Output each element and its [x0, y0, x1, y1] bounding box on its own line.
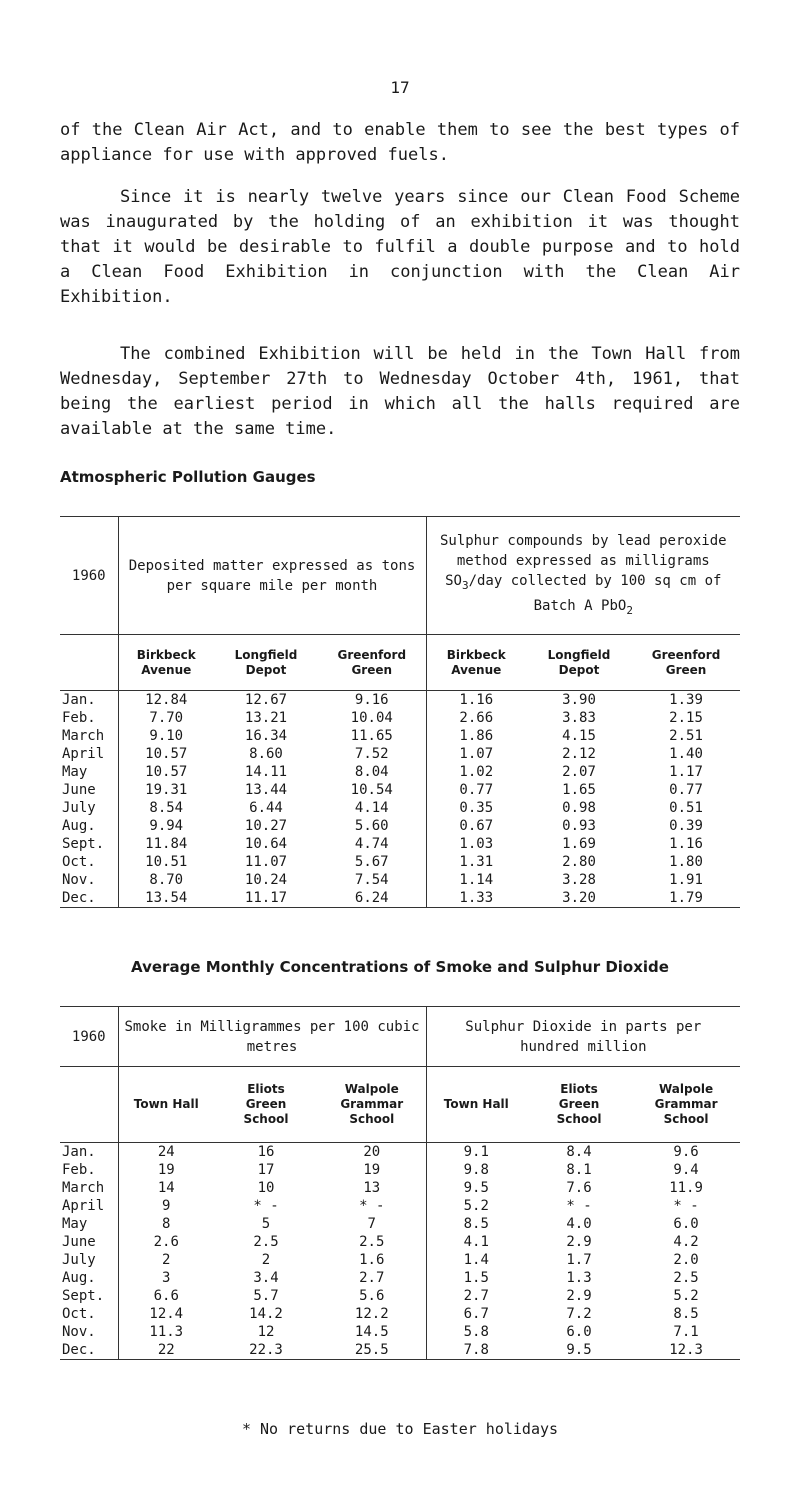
table-cell: 1.7: [566, 1252, 592, 1268]
table-cell: 1.5: [463, 1270, 489, 1286]
table-cell: 7.2: [566, 1306, 592, 1322]
table-cell: 7.8: [426, 1341, 526, 1360]
table-cell: 7: [318, 1215, 426, 1233]
table-cell: 8.5: [463, 1216, 489, 1232]
row-label: March: [60, 1179, 118, 1197]
table1-heading: Atmospheric Pollution Gauges: [60, 468, 316, 486]
table-row: [60, 1179, 740, 1197]
table-cell: 13.54: [118, 889, 214, 908]
table-cell: 4.14: [318, 799, 426, 817]
table-cell: 3: [162, 1270, 171, 1286]
table-cell: 8.5: [673, 1306, 699, 1322]
table-cell: 10.04: [318, 709, 426, 727]
table-cell: 6.7: [463, 1306, 489, 1322]
table-cell: 2.5: [253, 1234, 279, 1250]
table-cell: 16: [257, 1144, 275, 1160]
table-cell: 5: [261, 1216, 271, 1232]
table-cell: 1.14: [459, 872, 494, 888]
table-row: [60, 763, 740, 781]
table-cell: 1.02: [459, 764, 494, 780]
table-cell: 1.3: [566, 1270, 592, 1286]
table-cell: 2: [162, 1252, 171, 1268]
table-cell: 7.70: [149, 710, 184, 726]
table-cell: 9: [162, 1198, 171, 1214]
table-cell: 2.51: [669, 728, 703, 744]
table-cell: 5.60: [318, 817, 426, 835]
table-cell: 22.3: [214, 1341, 318, 1360]
table-row: [60, 1323, 740, 1341]
table-cell: 7.1: [673, 1324, 699, 1340]
table-cell: 10.57: [145, 746, 188, 762]
paragraph-2: Since it is nearly twelve years since our Clean Food Scheme was inaugurated by the holding of an exhibition it was thought that it would be desirable to fulfil a double purpose and to hold a Clean Food Exhibition in conjunction with the Clean Air Exhibition.: [60, 187, 740, 307]
table-cell: 2.80: [562, 854, 596, 870]
table-cell: 1.79: [632, 889, 740, 908]
table-row: [60, 889, 740, 908]
row-label: April: [60, 1197, 118, 1215]
row-label: Oct.: [60, 1305, 118, 1323]
table-cell: 1.91: [669, 872, 703, 888]
table2-group-smoke: Smoke in Milligrammes per 100 cubic metres: [118, 1007, 426, 1067]
table2-group-sulphur-dioxide: Sulphur Dioxide in parts per hundred million: [426, 1007, 740, 1067]
table-cell: 9.16: [318, 691, 426, 710]
table2-column-header: Walpole Grammar School: [632, 1067, 740, 1143]
table-cell: 1.40: [669, 746, 703, 762]
table-cell: 5.2: [463, 1198, 489, 1214]
table-cell: 19: [157, 1162, 175, 1178]
row-label: July: [60, 799, 118, 817]
table-cell: * -: [318, 1197, 426, 1215]
table-cell: 2.66: [459, 710, 494, 726]
table-cell: 2.5: [673, 1270, 699, 1286]
table-cell: 0.67: [459, 818, 494, 834]
table2-footnote: * No returns due to Easter holidays: [241, 1420, 559, 1438]
paragraph-1: of the Clean Air Act, and to enable them to see the best types of appliance for use with approved fuels.: [60, 120, 740, 165]
table-cell: 8.1: [566, 1162, 592, 1178]
table-cell: 10.27: [244, 818, 288, 834]
table-cell: 13.21: [244, 710, 288, 726]
table-cell: 6.6: [153, 1288, 179, 1304]
table-cell: 0.51: [669, 800, 703, 816]
table-cell: 1.03: [459, 836, 494, 852]
row-label: Sept.: [60, 835, 118, 853]
table-cell: 4.0: [566, 1216, 592, 1232]
table-cell: 4.1: [463, 1234, 489, 1250]
table-cell: * -: [253, 1198, 279, 1214]
table-cell: 3.83: [562, 710, 596, 726]
table1-body: [60, 691, 740, 908]
table1-column-headers: [60, 635, 740, 691]
table-cell: 0.35: [459, 800, 494, 816]
table-row: [60, 1305, 740, 1323]
table-cell: 25.5: [318, 1341, 426, 1360]
table-cell: 8: [162, 1216, 171, 1232]
row-label: March: [60, 727, 118, 745]
table-cell: 1.07: [459, 746, 494, 762]
table1-year: 1960: [60, 517, 118, 635]
table-cell: 3.28: [562, 872, 596, 888]
table-cell: 13.44: [244, 782, 288, 798]
table-cell: 1.33: [426, 889, 526, 908]
table-row: [60, 1251, 740, 1269]
row-label: Nov.: [60, 871, 118, 889]
row-label: May: [60, 1215, 118, 1233]
table-cell: 19.31: [145, 782, 188, 798]
table1-group-sulphur: Sulphur compounds by lead peroxide method expressed as milligrams $SO_3$/day collected by 100 sq cm of Batch A PbO$_2$: [426, 517, 740, 635]
table-row: [60, 1197, 740, 1215]
table-cell: 1.69: [562, 836, 596, 852]
table-cell: 19: [318, 1161, 426, 1179]
table1-column-header: Birkbeck Avenue: [118, 635, 214, 691]
table-cell: 10: [257, 1180, 275, 1196]
table-cell: 14.2: [249, 1306, 283, 1322]
table-cell: 3.90: [562, 692, 596, 708]
table-cell: 1.39: [669, 692, 703, 708]
table-row: [60, 1287, 740, 1305]
table-cell: 2.6: [153, 1234, 179, 1250]
table-row: [60, 709, 740, 727]
table2-body: [60, 1143, 740, 1360]
table-cell: 9.4: [673, 1162, 699, 1178]
table-cell: 9.5: [526, 1341, 632, 1360]
row-label: June: [60, 1233, 118, 1251]
row-label: Dec.: [60, 889, 118, 908]
table-row: [60, 781, 740, 799]
table-cell: 6.0: [566, 1324, 592, 1340]
table-cell: 10.57: [145, 764, 188, 780]
row-label: Feb.: [60, 709, 118, 727]
table-cell: 0.39: [669, 818, 703, 834]
row-label: Aug.: [60, 817, 118, 835]
table-cell: 3.20: [526, 889, 632, 908]
table-cell: 1.86: [459, 728, 494, 744]
table-cell: 1.31: [459, 854, 494, 870]
table-cell: 2: [261, 1252, 271, 1268]
row-label: Jan.: [60, 1143, 118, 1162]
table-cell: 8.4: [566, 1144, 592, 1160]
table-row: [60, 817, 740, 835]
table-row: [60, 1161, 740, 1179]
table-cell: 20: [318, 1143, 426, 1162]
paragraph-3: The combined Exhibition will be held in the Town Hall from Wednesday, September 27th to Wednesday October 4th, 1961, that being the earliest period in which all the halls required are available at the same time.: [60, 344, 740, 439]
table-cell: 5.6: [318, 1287, 426, 1305]
table-row: [60, 1233, 740, 1251]
table-cell: 8.70: [149, 872, 184, 888]
table-cell: 14.11: [244, 764, 288, 780]
table-row: [60, 691, 740, 710]
table-row: [60, 745, 740, 763]
table-cell: 24: [157, 1144, 175, 1160]
table-cell: 8.04: [318, 763, 426, 781]
table-cell: 5.2: [673, 1288, 699, 1304]
table-cell: 12.4: [149, 1306, 184, 1322]
table-cell: 1.65: [562, 782, 596, 798]
table-row: [60, 799, 740, 817]
table-cell: 7.54: [318, 871, 426, 889]
table-cell: * -: [566, 1198, 592, 1214]
table-cell: 1.17: [669, 764, 703, 780]
table2-year: 1960: [60, 1007, 118, 1067]
table-cell: 2.9: [566, 1234, 592, 1250]
table2-column-header: Eliots Green School: [214, 1067, 318, 1143]
table-cell: 1.80: [669, 854, 703, 870]
table-cell: 2.0: [673, 1252, 699, 1268]
table1-column-header: Greenford Green: [318, 635, 426, 691]
table-cell: 14.5: [318, 1323, 426, 1341]
table-cell: 17: [257, 1162, 275, 1178]
table-cell: 0.77: [669, 782, 703, 798]
table1-group-deposited: Deposited matter expressed as tons per square mile per month: [118, 517, 426, 635]
table-cell: 4.2: [673, 1234, 699, 1250]
table-cell: 12.67: [244, 692, 288, 708]
table-cell: 6.44: [249, 800, 283, 816]
table-cell: 2.7: [463, 1288, 489, 1304]
table-cell: 4.74: [318, 835, 426, 853]
table-cell: 5.67: [318, 853, 426, 871]
table-cell: 10.54: [318, 781, 426, 799]
table-row: [60, 1215, 740, 1233]
table-cell: 2.12: [562, 746, 596, 762]
smoke-sulphur-table: [60, 1006, 740, 1360]
table-cell: 8.54: [149, 800, 184, 816]
table-row: [60, 1269, 740, 1287]
table-cell: 22: [118, 1341, 214, 1360]
row-label: Jan.: [60, 691, 118, 710]
row-label: Feb.: [60, 1161, 118, 1179]
table-cell: 2.7: [318, 1269, 426, 1287]
table-cell: 10.24: [244, 872, 288, 888]
table2-column-header: Town Hall: [426, 1067, 526, 1143]
table-cell: 9.1: [463, 1144, 489, 1160]
table-row: [60, 835, 740, 853]
table-cell: 12: [257, 1324, 275, 1340]
row-label: May: [60, 763, 118, 781]
table-cell: 9.5: [463, 1180, 489, 1196]
table-cell: 9.10: [149, 728, 184, 744]
table1-column-header: Greenford Green: [632, 635, 740, 691]
table-cell: 0.98: [562, 800, 596, 816]
pollution-gauges-table: [60, 516, 740, 908]
table-cell: 11.9: [669, 1180, 703, 1196]
table-row: [60, 727, 740, 745]
table-cell: 8.60: [249, 746, 283, 762]
table-cell: 11.65: [318, 727, 426, 745]
table-cell: 2.5: [318, 1233, 426, 1251]
table-cell: 0.77: [459, 782, 494, 798]
table-cell: 2.15: [669, 710, 703, 726]
table-cell: 12.2: [318, 1305, 426, 1323]
table-row: [60, 1143, 740, 1162]
table-cell: 10.64: [244, 836, 288, 852]
table-cell: 11.07: [244, 854, 288, 870]
table-row: [60, 871, 740, 889]
table-cell: 11.3: [149, 1324, 184, 1340]
table2-heading: Average Monthly Concentrations of Smoke and Sulphur Dioxide: [131, 958, 669, 976]
table-cell: 9.6: [673, 1144, 699, 1160]
table-cell: 1.6: [318, 1251, 426, 1269]
table-row: [60, 853, 740, 871]
row-label: Oct.: [60, 853, 118, 871]
table-cell: 1.4: [463, 1252, 489, 1268]
table2-column-header: Town Hall: [118, 1067, 214, 1143]
row-label: June: [60, 781, 118, 799]
table1-column-header: Longfield Depot: [526, 635, 632, 691]
table-cell: 10.51: [145, 854, 188, 870]
table-cell: 2.9: [566, 1288, 592, 1304]
table-cell: 3.4: [253, 1270, 279, 1286]
table2-column-header: Eliots Green School: [526, 1067, 632, 1143]
row-label: Sept.: [60, 1287, 118, 1305]
table-cell: 6.24: [318, 889, 426, 908]
table-cell: 1.16: [459, 692, 494, 708]
table-cell: 16.34: [244, 728, 288, 744]
table1-column-header: Longfield Depot: [214, 635, 318, 691]
row-label: Aug.: [60, 1269, 118, 1287]
table-cell: 1.16: [669, 836, 703, 852]
table-cell: 6.0: [673, 1216, 699, 1232]
table-cell: 0.93: [562, 818, 596, 834]
row-label: Dec.: [60, 1341, 118, 1360]
table-cell: * -: [673, 1198, 699, 1214]
table-cell: 7.52: [318, 745, 426, 763]
row-label: April: [60, 745, 118, 763]
table-cell: 5.8: [463, 1324, 489, 1340]
row-label: Nov.: [60, 1323, 118, 1341]
table-cell: 11.84: [145, 836, 188, 852]
table1-column-header: Birkbeck Avenue: [426, 635, 526, 691]
table-cell: 5.7: [253, 1288, 279, 1304]
table-cell: 9.8: [463, 1162, 489, 1178]
table-cell: 13: [318, 1179, 426, 1197]
table-cell: 7.6: [566, 1180, 592, 1196]
page-number: 17: [390, 78, 410, 97]
table2-column-headers: [60, 1067, 740, 1143]
table-cell: 12.3: [632, 1341, 740, 1360]
row-label: July: [60, 1251, 118, 1269]
table-cell: 11.17: [214, 889, 318, 908]
table2-column-header: Walpole Grammar School: [318, 1067, 426, 1143]
table-cell: 9.94: [149, 818, 184, 834]
table-cell: 2.07: [562, 764, 596, 780]
table-cell: 14: [157, 1180, 175, 1196]
table-cell: 12.84: [145, 692, 188, 708]
table-cell: 4.15: [562, 728, 596, 744]
table-row: [60, 1341, 740, 1360]
